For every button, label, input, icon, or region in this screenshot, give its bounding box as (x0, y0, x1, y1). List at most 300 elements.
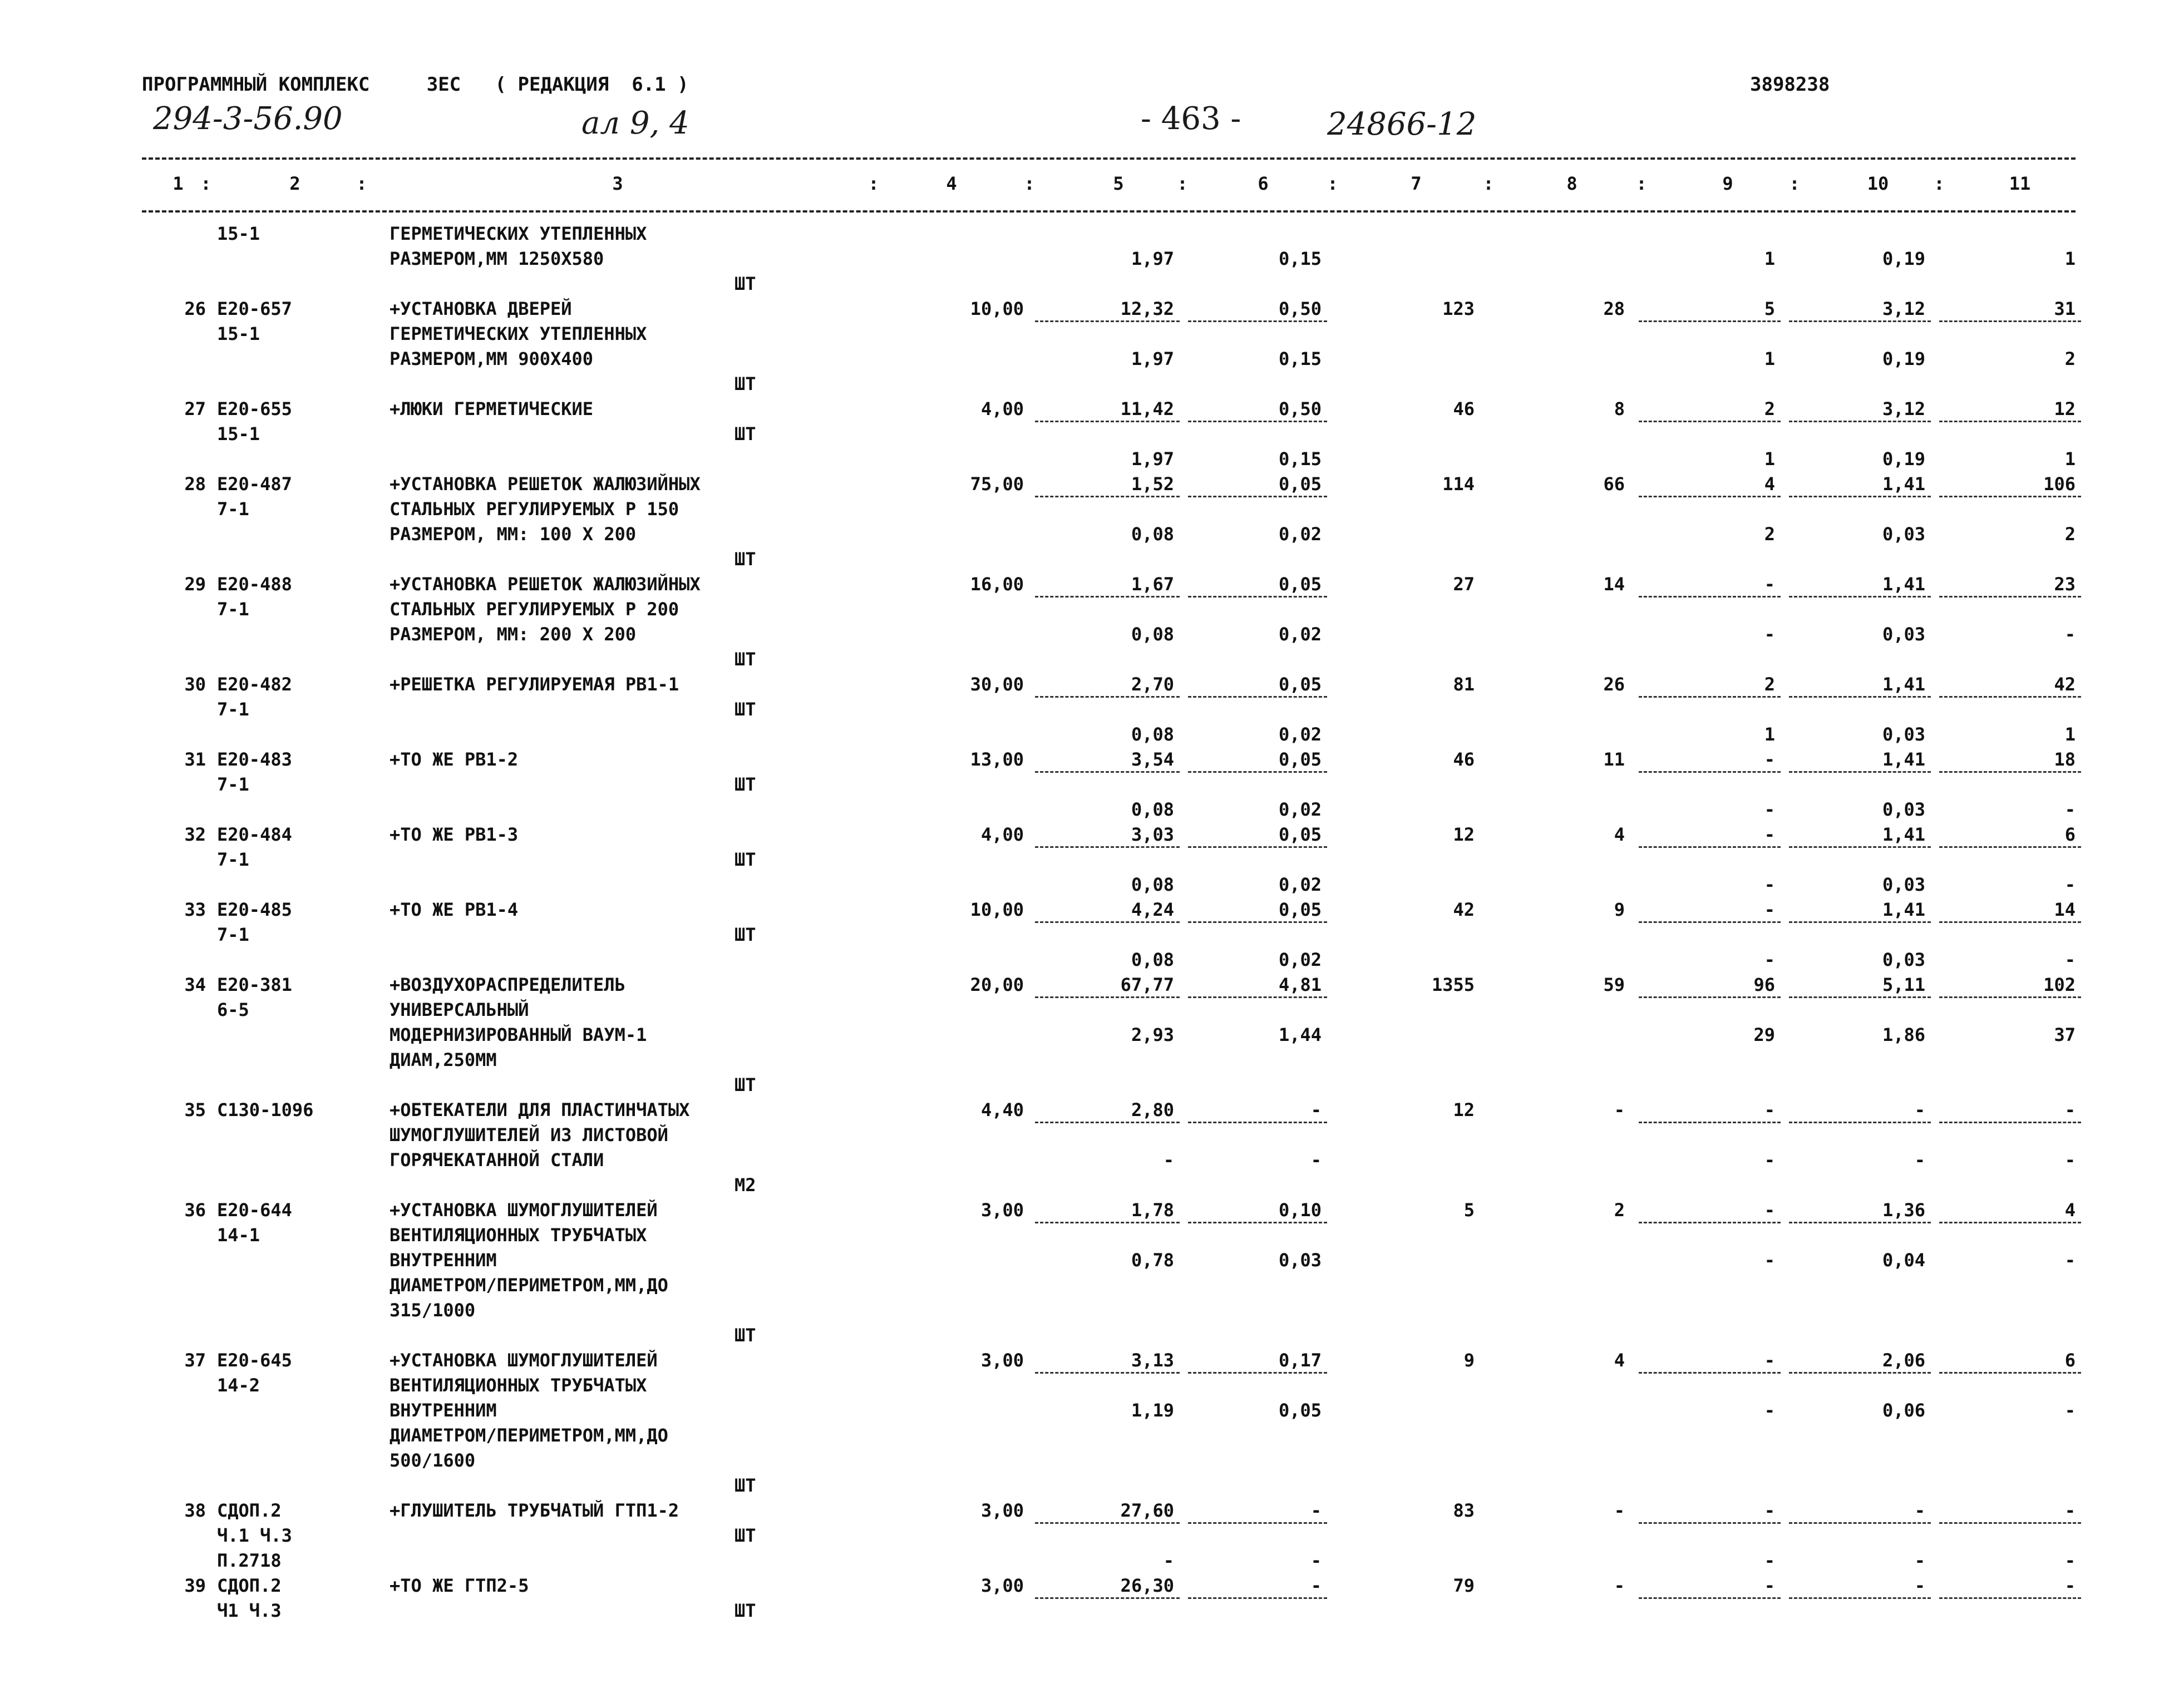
cell-col-desc: ШТ (734, 774, 756, 795)
cell-col-c9: - (1764, 1350, 1775, 1371)
subtotal-rule (1035, 921, 1180, 923)
cell-col-c9: 2 (1764, 524, 1775, 545)
cell-col-num: 30 (184, 674, 206, 695)
cell-col-c7: 5 (1463, 1199, 1475, 1221)
subtotal-rule (1188, 421, 1327, 422)
subtotal-rule (1789, 596, 1931, 598)
cell-col-c6: 0,03 (1278, 1250, 1322, 1271)
cell-col-num: 39 (184, 1575, 206, 1596)
cell-col-desc: ГЕРМЕТИЧЕСКИХ УТЕПЛЕННЫХ (390, 323, 647, 344)
cell-col-code: Е20-644 (217, 1199, 292, 1221)
cell-col-c4: 13,00 (970, 749, 1024, 770)
cell-col-code: С130-1096 (217, 1099, 314, 1120)
cell-col-c11: 106 (2043, 473, 2076, 495)
cell-col-c6: 0,15 (1278, 448, 1322, 470)
cell-col-code: Е20-655 (217, 398, 292, 419)
cell-col-desc: +УСТАНОВКА ДВЕРЕЙ (390, 298, 572, 319)
cell-col-c9: - (1764, 624, 1775, 645)
cell-col-desc: +УСТАНОВКА ШУМОГЛУШИТЕЛЕЙ (390, 1199, 658, 1221)
cell-col-num: 36 (184, 1199, 206, 1221)
cell-col-c10: 1,41 (1882, 749, 1925, 770)
cell-col-c11: 18 (2054, 749, 2076, 770)
cell-col-c10: - (1914, 1500, 1925, 1521)
cell-col-desc: +УСТАНОВКА РЕШЕТОК ЖАЛЮЗИЙНЫХ (390, 574, 701, 595)
cell-col-code: Е20-381 (217, 974, 292, 995)
cell-col-c7: 79 (1453, 1575, 1475, 1596)
cell-col-c6: 0,17 (1278, 1350, 1322, 1371)
column-separator: : (1934, 173, 1945, 194)
cell-col-desc: СТАЛЬНЫХ РЕГУЛИРУЕМЫХ Р 200 (390, 599, 679, 620)
cell-col-code: 6-5 (217, 999, 249, 1020)
subtotal-rule (1035, 596, 1180, 598)
cell-col-c6: 0,50 (1278, 298, 1322, 319)
column-separator: : (1177, 173, 1188, 194)
cell-col-c9: 1 (1764, 248, 1775, 269)
column-header-5: 5 (1113, 173, 1124, 194)
subtotal-rule (1639, 496, 1781, 497)
subtotal-rule (1035, 320, 1180, 322)
cell-col-c11: 31 (2054, 298, 2076, 319)
subtotal-rule (1939, 1222, 2081, 1223)
cell-col-c6: 0,05 (1278, 574, 1322, 595)
cell-col-c10: 0,03 (1882, 799, 1925, 820)
cell-col-num: 34 (184, 974, 206, 995)
cell-col-c6: 0,15 (1278, 348, 1322, 369)
cell-col-desc: РАЗМЕРОМ,ММ 1250Х580 (390, 248, 604, 269)
cell-col-c7: 12 (1453, 824, 1475, 845)
cell-col-c5: 1,78 (1131, 1199, 1174, 1221)
cell-col-c11: - (2064, 1250, 2076, 1271)
cell-col-c4: 3,00 (980, 1199, 1024, 1221)
subtotal-rule (1188, 921, 1327, 923)
cell-col-c5: 3,54 (1131, 749, 1174, 770)
cell-col-desc: ГОРЯЧЕКАТАННОЙ СТАЛИ (390, 1149, 604, 1171)
cell-col-c10: 0,03 (1882, 624, 1925, 645)
cell-col-code: 7-1 (217, 599, 249, 620)
cell-col-desc: ДИАМЕТРОМ/ПЕРИМЕТРОМ,ММ,ДО (390, 1275, 668, 1296)
cell-col-c8: 4 (1614, 1350, 1625, 1371)
subtotal-rule (1188, 846, 1327, 848)
subtotal-rule (1939, 320, 2081, 322)
cell-col-c8: 14 (1603, 574, 1625, 595)
cell-col-c9: 96 (1753, 974, 1775, 995)
cell-col-c6: 0,10 (1278, 1199, 1322, 1221)
cell-col-c5: 0,08 (1131, 799, 1174, 820)
column-header-7: 7 (1411, 173, 1422, 194)
cell-col-desc: ГЕРМЕТИЧЕСКИХ УТЕПЛЕННЫХ (390, 223, 647, 244)
cell-col-desc: ШТ (734, 1600, 756, 1621)
cell-col-desc: +УСТАНОВКА ШУМОГЛУШИТЕЛЕЙ (390, 1350, 658, 1371)
cell-col-c8: 66 (1603, 473, 1625, 495)
cell-col-c6: 0,05 (1278, 473, 1322, 495)
subtotal-rule (1639, 421, 1781, 422)
column-header-6: 6 (1258, 173, 1269, 194)
cell-col-c4: 10,00 (970, 298, 1024, 319)
subtotal-rule (1939, 1122, 2081, 1123)
cell-col-c5: 0,08 (1131, 624, 1174, 645)
cell-col-c7: 27 (1453, 574, 1475, 595)
subtotal-rule (1939, 596, 2081, 598)
subtotal-rule (1035, 421, 1180, 422)
subtotal-rule (1188, 596, 1327, 598)
cell-col-c10: 0,03 (1882, 874, 1925, 895)
cell-col-desc: +ОБТЕКАТЕЛИ ДЛЯ ПЛАСТИНЧАТЫХ (390, 1099, 690, 1120)
subtotal-rule (1789, 1597, 1931, 1599)
cell-col-c4: 3,00 (980, 1350, 1024, 1371)
cell-col-c5: 4,24 (1131, 899, 1174, 920)
cell-col-desc: 500/1600 (390, 1450, 476, 1471)
cell-col-c6: 0,02 (1278, 874, 1322, 895)
cell-col-c4: 10,00 (970, 899, 1024, 920)
subtotal-rule (1939, 496, 2081, 497)
cell-col-c7: 114 (1442, 473, 1475, 495)
subtotal-rule (1639, 771, 1781, 773)
cell-col-code: 7-1 (217, 498, 249, 520)
cell-col-c10: 2,06 (1882, 1350, 1925, 1371)
cell-col-desc: ШТ (734, 924, 756, 945)
subtotal-rule (1639, 1122, 1781, 1123)
column-header-2: 2 (289, 173, 300, 194)
cell-col-c6: 0,05 (1278, 674, 1322, 695)
cell-col-c11: - (2064, 1099, 2076, 1120)
subtotal-rule (1035, 696, 1180, 698)
cell-col-c11: - (2064, 799, 2076, 820)
cell-col-code: Е20-485 (217, 899, 292, 920)
cell-col-desc: +ГЛУШИТЕЛЬ ТРУБЧАТЫЙ ГТП1-2 (390, 1500, 679, 1521)
cell-col-c5: 1,97 (1131, 448, 1174, 470)
cell-col-c9: - (1764, 824, 1775, 845)
cell-col-desc: +ТО ЖЕ РВ1-4 (390, 899, 519, 920)
column-separator: : (356, 173, 367, 194)
cell-col-desc: ШТ (734, 1325, 756, 1346)
cell-col-c7: 81 (1453, 674, 1475, 695)
subtotal-rule (1789, 996, 1931, 998)
subtotal-rule (1188, 1522, 1327, 1524)
column-separator: : (1636, 173, 1647, 194)
subtotal-rule (1035, 846, 1180, 848)
cell-col-c10: - (1914, 1550, 1925, 1571)
subtotal-rule (1188, 696, 1327, 698)
cell-col-code: 14-2 (217, 1375, 260, 1396)
cell-col-c4: 3,00 (980, 1500, 1024, 1521)
cell-col-desc: ШТ (734, 549, 756, 570)
column-header-3: 3 (612, 173, 623, 194)
cell-col-desc: РАЗМЕРОМ, ММ: 200 Х 200 (390, 624, 637, 645)
cell-col-c7: 46 (1453, 398, 1475, 419)
subtotal-rule (1035, 496, 1180, 497)
cell-col-code: СДОП.2 (217, 1575, 282, 1596)
cell-col-c9: 29 (1753, 1024, 1775, 1045)
cell-col-c9: - (1764, 1550, 1775, 1571)
cell-col-desc: +УСТАНОВКА РЕШЕТОК ЖАЛЮЗИЙНЫХ (390, 473, 701, 495)
cell-col-c6: 0,02 (1278, 799, 1322, 820)
cell-col-num: 27 (184, 398, 206, 419)
cell-col-c6: 0,05 (1278, 1400, 1322, 1421)
subtotal-rule (1639, 596, 1781, 598)
cell-col-desc: РАЗМЕРОМ, ММ: 100 Х 200 (390, 524, 637, 545)
cell-col-c8: 26 (1603, 674, 1625, 695)
cell-col-c8: - (1614, 1099, 1625, 1120)
cell-col-c10: 1,41 (1882, 674, 1925, 695)
cell-col-desc: ДИАМЕТРОМ/ПЕРИМЕТРОМ,ММ,ДО (390, 1425, 668, 1446)
subtotal-rule (1188, 1122, 1327, 1123)
cell-col-c11: 1 (2064, 248, 2076, 269)
cell-col-desc: СТАЛЬНЫХ РЕГУЛИРУЕМЫХ Р 150 (390, 498, 679, 520)
cell-col-c5: - (1163, 1550, 1174, 1571)
cell-col-code: Е20-484 (217, 824, 292, 845)
cell-col-c4: 75,00 (970, 473, 1024, 495)
cell-col-desc: ШТ (734, 373, 756, 394)
subtotal-rule (1035, 771, 1180, 773)
cell-col-code: Е20-645 (217, 1350, 292, 1371)
cell-col-code: Е20-487 (217, 473, 292, 495)
cell-col-desc: ШТ (734, 849, 756, 870)
cell-col-c10: 0,19 (1882, 248, 1925, 269)
subtotal-rule (1939, 1522, 2081, 1524)
cell-col-code: 14-1 (217, 1225, 260, 1246)
cell-col-c6: - (1310, 1500, 1322, 1521)
cell-col-c9: - (1764, 799, 1775, 820)
cell-col-code: 7-1 (217, 924, 249, 945)
cell-col-c4: 4,40 (980, 1099, 1024, 1120)
cell-col-c6: - (1310, 1550, 1322, 1571)
subtotal-rule (1939, 696, 2081, 698)
cell-col-c9: - (1764, 1199, 1775, 1221)
cell-col-desc: +РЕШЕТКА РЕГУЛИРУЕМАЯ РВ1-1 (390, 674, 679, 695)
cell-col-desc: 315/1000 (390, 1300, 476, 1321)
subtotal-rule (1939, 921, 2081, 923)
cell-col-num: 35 (184, 1099, 206, 1120)
subtotal-rule (1035, 1597, 1180, 1599)
cell-col-c11: 14 (2054, 899, 2076, 920)
subtotal-rule (1789, 1122, 1931, 1123)
cell-col-c9: - (1764, 874, 1775, 895)
subtotal-rule (1639, 1597, 1781, 1599)
subtotal-rule (1789, 1522, 1931, 1524)
cell-col-desc: ШТ (734, 699, 756, 720)
cell-col-c11: - (2064, 1400, 2076, 1421)
subtotal-rule (1639, 320, 1781, 322)
cell-col-c11: - (2064, 874, 2076, 895)
cell-col-desc: М2 (734, 1174, 756, 1196)
cell-col-c9: 4 (1764, 473, 1775, 495)
cell-col-c10: 0,06 (1882, 1400, 1925, 1421)
cell-col-num: 33 (184, 899, 206, 920)
cell-col-c8: - (1614, 1500, 1625, 1521)
cell-col-c8: 8 (1614, 398, 1625, 419)
cell-col-c5: 27,60 (1120, 1500, 1174, 1521)
cell-col-code: 15-1 (217, 223, 260, 244)
cell-col-code: 15-1 (217, 423, 260, 445)
cell-col-c6: 0,05 (1278, 749, 1322, 770)
column-separator: : (868, 173, 879, 194)
cell-col-c10: 0,19 (1882, 448, 1925, 470)
cell-col-c9: - (1764, 1500, 1775, 1521)
cell-col-c10: 1,41 (1882, 473, 1925, 495)
subtotal-rule (1188, 771, 1327, 773)
cell-col-c5: 3,13 (1131, 1350, 1174, 1371)
cell-col-c8: 4 (1614, 824, 1625, 845)
program-header: ПРОГРАММНЫЙ КОМПЛЕКС ЗЕС ( РЕДАКЦИЯ 6.1 ) (142, 73, 689, 96)
cell-col-c10: - (1914, 1575, 1925, 1596)
cell-col-c9: - (1764, 1400, 1775, 1421)
cell-col-c11: 102 (2043, 974, 2076, 995)
cell-col-c11: - (2064, 949, 2076, 970)
cell-col-c10: 0,04 (1882, 1250, 1925, 1271)
cell-col-c4: 30,00 (970, 674, 1024, 695)
column-header-11: 11 (2009, 173, 2031, 194)
cell-col-c9: 1 (1764, 724, 1775, 745)
cell-col-desc: ШТ (734, 649, 756, 670)
cell-col-c5: 1,97 (1131, 248, 1174, 269)
subtotal-rule (1789, 496, 1931, 497)
cell-col-c5: 0,78 (1131, 1250, 1174, 1271)
cell-col-c5: 0,08 (1131, 874, 1174, 895)
cell-col-desc: ШТ (734, 1074, 756, 1095)
cell-col-c11: 2 (2064, 524, 2076, 545)
cell-col-c8: - (1614, 1575, 1625, 1596)
cell-col-c5: 11,42 (1120, 398, 1174, 419)
cell-col-c6: 0,02 (1278, 724, 1322, 745)
cell-col-c9: - (1764, 949, 1775, 970)
cell-col-c10: 1,41 (1882, 899, 1925, 920)
cell-col-desc: ВЕНТИЛЯЦИОННЫХ ТРУБЧАТЫХ (390, 1225, 647, 1246)
cell-col-c6: 4,81 (1278, 974, 1322, 995)
cell-col-c11: - (2064, 1550, 2076, 1571)
subtotal-rule (1939, 1597, 2081, 1599)
subtotal-rule (1188, 1597, 1327, 1599)
cell-col-c5: 1,52 (1131, 473, 1174, 495)
cell-col-c10: 3,12 (1882, 398, 1925, 419)
subtotal-rule (1789, 320, 1931, 322)
column-header-1: 1 (172, 173, 184, 194)
cell-col-desc: +ТО ЖЕ ГТП2-5 (390, 1575, 529, 1596)
column-header-10: 10 (1867, 173, 1889, 194)
cell-col-c11: 1 (2064, 448, 2076, 470)
cell-col-c4: 20,00 (970, 974, 1024, 995)
cell-col-desc: РАЗМЕРОМ,ММ 900Х400 (390, 348, 594, 369)
cell-col-desc: МОДЕРНИЗИРОВАННЫЙ ВАУМ-1 (390, 1024, 647, 1045)
cell-col-num: 32 (184, 824, 206, 845)
subtotal-rule (1639, 996, 1781, 998)
cell-col-desc: ШТ (734, 1475, 756, 1496)
cell-col-c6: - (1310, 1149, 1322, 1171)
cell-col-c11: 6 (2064, 1350, 2076, 1371)
cell-col-c10: - (1914, 1099, 1925, 1120)
cell-col-c5: 1,97 (1131, 348, 1174, 369)
cell-col-c5: 1,67 (1131, 574, 1174, 595)
subtotal-rule (1939, 771, 2081, 773)
cell-col-c4: 4,00 (980, 824, 1024, 845)
cell-col-code: Е20-488 (217, 574, 292, 595)
album-reference: ал 9, 4 (581, 105, 689, 141)
subtotal-rule (1939, 421, 2081, 422)
cell-col-c7: 12 (1453, 1099, 1475, 1120)
cell-col-c10: 0,19 (1882, 348, 1925, 369)
cell-col-c11: - (2064, 1575, 2076, 1596)
cell-col-c8: 28 (1603, 298, 1625, 319)
cell-col-c5: 2,93 (1131, 1024, 1174, 1045)
cell-col-num: 38 (184, 1500, 206, 1521)
subtotal-rule (1789, 846, 1931, 848)
cell-col-c8: 2 (1614, 1199, 1625, 1221)
cell-col-c7: 46 (1453, 749, 1475, 770)
column-separator: : (1789, 173, 1800, 194)
subtotal-rule (1789, 771, 1931, 773)
cell-col-num: 37 (184, 1350, 206, 1371)
cell-col-c10: 1,86 (1882, 1024, 1925, 1045)
cell-col-desc: +ВОЗДУХОРАСПРЕДЕЛИТЕЛЬ (390, 974, 625, 995)
subtotal-rule (1639, 1222, 1781, 1223)
cell-col-c5: 3,03 (1131, 824, 1174, 845)
cell-col-desc: ДИАМ,250ММ (390, 1049, 497, 1070)
subtotal-rule (1035, 996, 1180, 998)
subtotal-rule (1789, 421, 1931, 422)
cell-col-code: 7-1 (217, 849, 249, 870)
cell-col-code: Ч.1 Ч.3 (217, 1525, 292, 1546)
subtotal-rule (1188, 496, 1327, 497)
cell-col-desc: ШТ (734, 423, 756, 445)
column-header-8: 8 (1566, 173, 1578, 194)
cell-col-code: 7-1 (217, 699, 249, 720)
cell-col-c7: 1355 (1431, 974, 1475, 995)
cell-col-c9: 1 (1764, 448, 1775, 470)
cell-col-c7: 83 (1453, 1500, 1475, 1521)
cell-col-c7: 9 (1463, 1350, 1475, 1371)
cell-col-desc: ВНУТРЕННИМ (390, 1250, 497, 1271)
cell-col-code: 7-1 (217, 774, 249, 795)
cell-col-code: Е20-657 (217, 298, 292, 319)
cell-col-c4: 4,00 (980, 398, 1024, 419)
cell-col-c9: - (1764, 574, 1775, 595)
column-separator: : (1024, 173, 1035, 194)
project-number: 294-3-56.90 (153, 101, 343, 137)
subtotal-rule (1639, 1522, 1781, 1524)
cell-col-c5: 2,80 (1131, 1099, 1174, 1120)
cell-col-c9: - (1764, 899, 1775, 920)
cell-col-num: 28 (184, 473, 206, 495)
cell-col-c9: - (1764, 1149, 1775, 1171)
document-code: 3898238 (1750, 73, 1830, 96)
cell-col-c11: 37 (2054, 1024, 2076, 1045)
column-separator: : (1483, 173, 1494, 194)
cell-col-c9: 2 (1764, 674, 1775, 695)
subtotal-rule (1035, 1122, 1180, 1123)
cell-col-c6: - (1310, 1099, 1322, 1120)
cell-col-c9: 1 (1764, 348, 1775, 369)
cell-col-c11: 4 (2064, 1199, 2076, 1221)
subtotal-rule (1639, 696, 1781, 698)
cell-col-c5: 2,70 (1131, 674, 1174, 695)
cell-col-code: 15-1 (217, 323, 260, 344)
cell-col-desc: ШУМОГЛУШИТЕЛЕЙ ИЗ ЛИСТОВОЙ (390, 1124, 668, 1146)
cell-col-code: Ч1 Ч.3 (217, 1600, 282, 1621)
cell-col-c9: 2 (1764, 398, 1775, 419)
subtotal-rule (1188, 320, 1327, 322)
header-bottom-rule (142, 210, 2076, 213)
cell-col-c11: 1 (2064, 724, 2076, 745)
cell-col-c11: 12 (2054, 398, 2076, 419)
cell-col-c9: - (1764, 1099, 1775, 1120)
cell-col-c11: - (2064, 624, 2076, 645)
cell-col-c6: 0,05 (1278, 824, 1322, 845)
cell-col-c7: 42 (1453, 899, 1475, 920)
subtotal-rule (1939, 846, 2081, 848)
cell-col-c5: 12,32 (1120, 298, 1174, 319)
cell-col-desc: ШТ (734, 1525, 756, 1546)
cell-col-c9: - (1764, 749, 1775, 770)
subtotal-rule (1789, 1222, 1931, 1223)
